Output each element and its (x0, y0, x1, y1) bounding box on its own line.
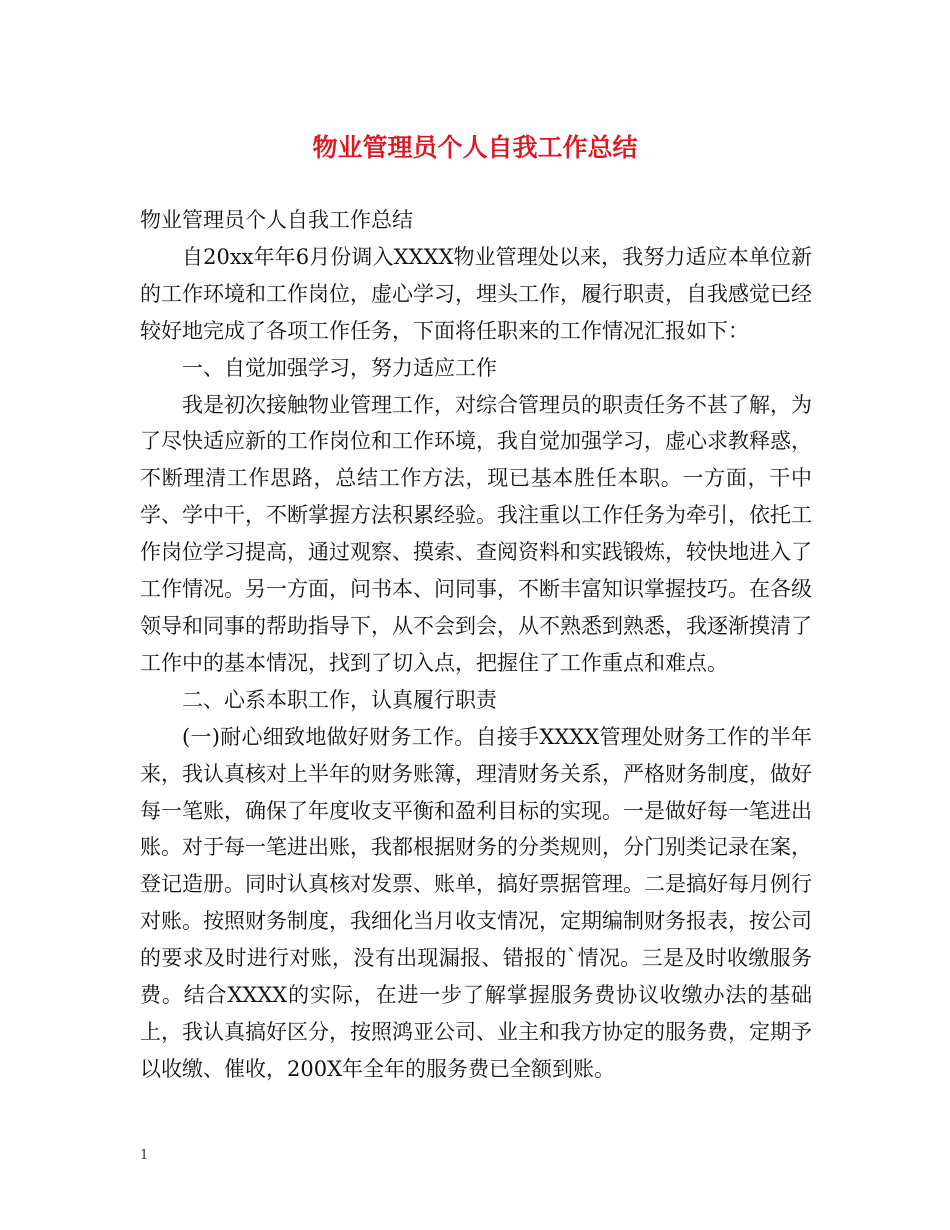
section-heading-2: 二、心系本职工作，认真履行职责 (182, 687, 497, 712)
section-1-paragraph: 我是初次接触物业管理工作，对综合管理员的职责任务不甚了解，为了尽快适应新的工作岗位和工作环境，我自觉加强学习，虚心求教释惑，不断理清工作思路，总结工作方法，现已基本胜任本职。一方面，干中学、学中干，不断掌握方法积累经验。我注重以工作任务为牵引，依托工作岗位学习提高，通过观察、摸索、查阅资料和实践锻炼，较快地进入了工作情况。另一方面，问书本、问同事，不断丰富知识掌握技巧。在各级领导和同事的帮助指导下，从不会到会，从不熟悉到熟悉，我逐渐摸清了工作中的基本情况，找到了切入点，把握住了工作重点和难点。 (140, 392, 812, 675)
body-heading: 物业管理员个人自我工作总结 (140, 208, 413, 232)
page-number: 1 (140, 1148, 149, 1163)
document-title: 物业管理员个人自我工作总结 (312, 133, 638, 162)
section-heading-1: 一、自觉加强学习，努力适应工作 (182, 355, 497, 380)
section-2-paragraph: (一)耐心细致地做好财务工作。自接手XXXX管理处财务工作的半年来，我认真核对上半年的财务账簿，理清财务关系，严格财务制度，做好每一笔账，确保了年度收支平衡和盈利目标的实现。一是做好每一笔进出账。对于每一笔进出账，我都根据财务的分类规则，分门别类记录在案，登记造册。同时认真核对发票、账单，搞好票据管理。二是搞好每月例行对账。按照财务制度，我细化当月收支情况，定期编制财务报表，按公司的要求及时进行对账，没有出现漏报、错报的`情况。三是及时收缴服务费。结合XXXX的实际，在进一步了解掌握服务费协议收缴办法的基础上，我认真搞好区分，按照鸿亚公司、业主和我方协定的服务费，定期予以收缴、催收，200X年全年的服务费已全额到账。 (140, 724, 812, 1081)
intro-paragraph: 自20xx年年6月份调入XXXX物业管理处以来，我努力适应本单位新的工作环境和工作岗位，虚心学习，埋头工作，履行职责，自我感觉已经较好地完成了各项工作任务，下面将任职来的工作情况汇报如下： (140, 244, 812, 343)
document-body (140, 202, 812, 1088)
